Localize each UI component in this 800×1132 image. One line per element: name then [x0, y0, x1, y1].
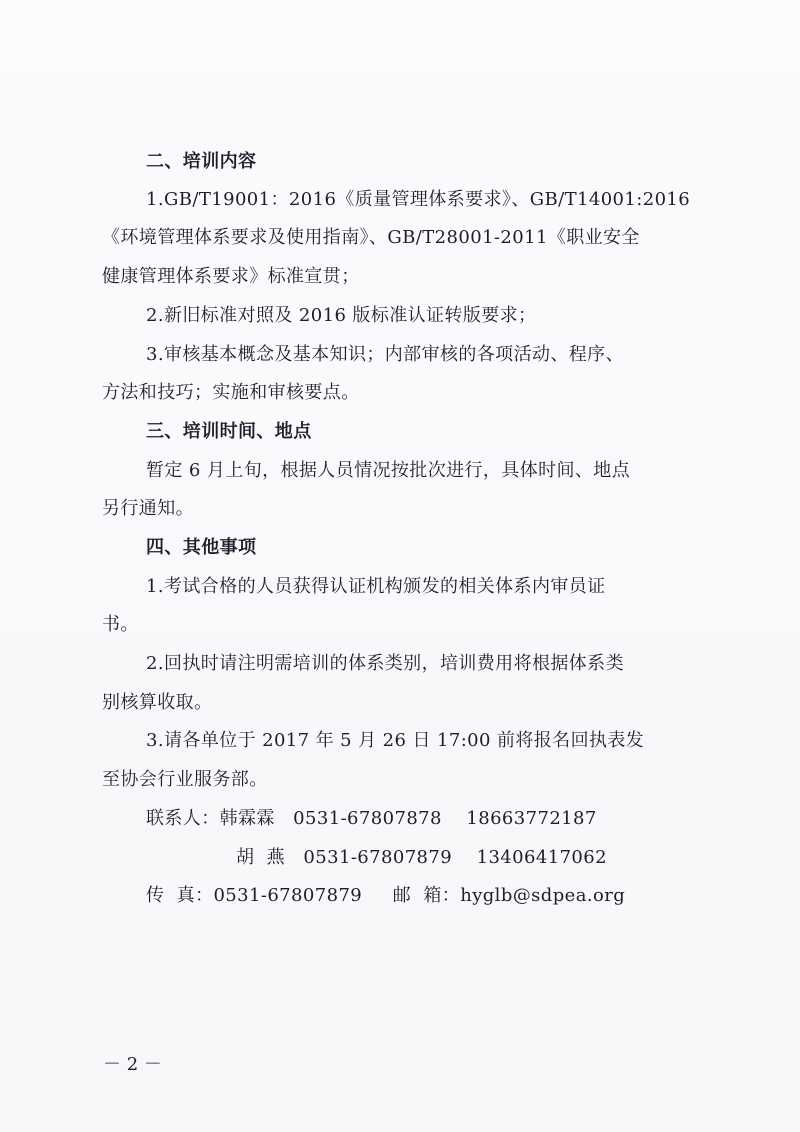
item-4-2-line-2: 别核算收取。 [102, 692, 213, 713]
contact-line-2: 胡 燕 0531-67807879 13406417062 [236, 847, 607, 868]
item-2-2: 2.新旧标准对照及 2016 版标准认证转版要求； [146, 305, 537, 326]
item-4-1-line-2: 书。 [102, 614, 139, 635]
para-3-line-2: 另行通知。 [102, 498, 194, 519]
item-4-3-line-2: 至协会行业服务部。 [102, 769, 268, 790]
item-2-1-line-2: 《环境管理体系要求及使用指南》、GB/T28001-2011《职业安全 [102, 227, 640, 248]
item-2-3-line-1: 3.审核基本概念及基本知识；内部审核的各项活动、程序、 [146, 344, 624, 365]
section-2-heading: 二、培训内容 [146, 151, 257, 172]
fax-email-line: 传 真：0531-67807879 邮 箱：hyglb@sdpea.org [146, 885, 626, 906]
item-4-1-line-1: 1.考试合格的人员获得认证机构颁发的相关体系内审员证 [146, 576, 606, 597]
page-number: － 2 － [103, 1054, 162, 1075]
item-4-3-line-1: 3.请各单位于 2017 年 5 月 26 日 17:00 前将报名回执表发 [146, 730, 645, 751]
item-2-1-line-3: 健康管理体系要求》标准宣贯； [102, 266, 360, 287]
item-2-3-line-2: 方法和技巧；实施和审核要点。 [102, 382, 360, 403]
item-2-1-line-1: 1.GB/T19001：2016《质量管理体系要求》、GB/T14001:2016 [146, 189, 691, 210]
contact-line-1: 联系人：韩霖霖 0531-67807878 18663772187 [146, 808, 597, 829]
section-4-heading: 四、其他事项 [146, 537, 257, 558]
para-3-line-1: 暂定 6 月上旬，根据人员情况按批次进行，具体时间、地点 [146, 460, 631, 481]
section-3-heading: 三、培训时间、地点 [146, 421, 312, 442]
item-4-2-line-1: 2.回执时请注明需培训的体系类别，培训费用将根据体系类 [146, 653, 624, 674]
